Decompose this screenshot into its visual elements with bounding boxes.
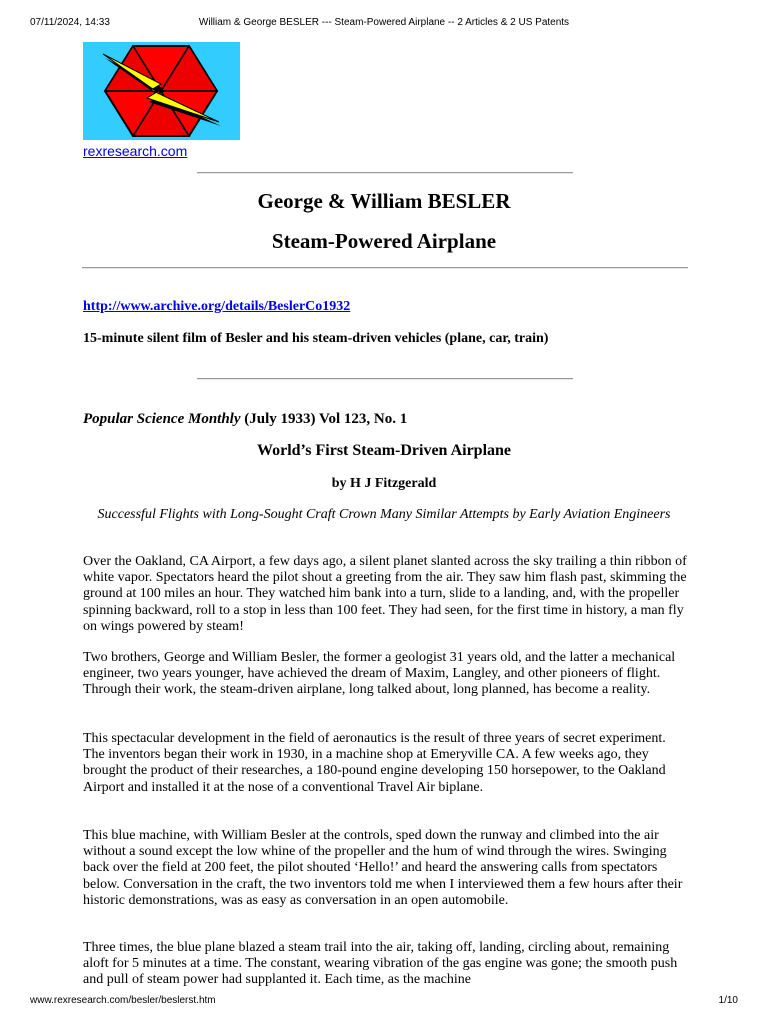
rexresearch-home-link[interactable]: rexresearch.com [83, 143, 188, 159]
film-description: 15-minute silent film of Besler and his steam-driven vehicles (plane, car, train) [83, 331, 549, 346]
divider [197, 378, 573, 380]
rexresearch-logo [83, 42, 240, 140]
archive-film-link[interactable]: http://www.archive.org/details/BeslerCo1932 [83, 299, 351, 314]
article-title: World’s First Steam-Driven Airplane [256, 442, 512, 459]
article-paragraph: Two brothers, George and William Besler, the former a geologist 31 years old, and the latter a mechanical engineer, two years younger, have achieved the dream of Maxim, Langley, and other pioneers of flight. Through their work, the steam-driven airplane, long talked about, long planned, has become a reality. [83, 650, 676, 698]
print-footer [0, 995, 768, 1009]
page-title: George & William BESLER [257, 189, 511, 213]
hexagon-bolt-icon [83, 42, 240, 140]
print-url: www.rexresearch.com/besler/beslerst.htm [30, 995, 216, 1006]
print-page-title: William & George BESLER --- Steam-Powered Airplane -- 2 Articles & 2 US Patents [198, 17, 570, 28]
article-citation [83, 411, 407, 428]
print-datetime: 07/11/2024, 14:33 [30, 17, 110, 28]
article-byline: by H J Fitzgerald [331, 476, 437, 491]
article-paragraph: Over the Oakland, CA Airport, a few days ago, a silent planet slanted across the sky trailing a thin ribbon of white vapor. Spectators heard the pilot shout a greeting from the air. They saw him flash past, skimming the ground at 100 miles an hour. They watched him bank into a turn, slide to a landing, and, with the propeller spinning backward, roll to a stop in less than 100 feet. They had seen, for the first time in history, a man fly on wings powered by steam! [83, 554, 687, 634]
article-paragraph: This blue machine, with William Besler at the controls, sped down the runway and climbed into the air without a sound except the low whine of the propeller and the hum of wind through the wires. Swinging back over the field at 200 feet, the pilot shouted ‘Hello!’ and heard the answering calls from spectators below. Conversation in the craft, the two inventors told me when I interviewed them a few hours after their historic demonstrations, was as easy as conversation in an open automobile. [83, 828, 683, 908]
publication-name: Popular Science Monthly [83, 411, 241, 427]
article-subtitle: Successful Flights with Long-Sought Craft Crown Many Similar Attempts by Early Aviation Engineers [97, 507, 671, 522]
publication-issue: (July 1933) Vol 123, No. 1 [240, 411, 408, 427]
print-header [0, 17, 768, 31]
article-paragraph: This spectacular development in the field of aeronautics is the result of three years of secret experiment. The inventors began their work in 1930, in a machine shop at Emeryville CA. A few weeks ago, they brought the product of their researches, a 180-pound engine developing 150 horsepower, to the Oakland Airport and installed it at the nose of a conventional Travel Air biplane. [83, 731, 666, 795]
divider [82, 267, 688, 269]
page-subtitle: Steam-Powered Airplane [271, 229, 497, 253]
article-paragraph: Three times, the blue plane blazed a steam trail into the air, taking off, landing, circling about, remaining aloft for 5 minutes at a time. The constant, wearing vibration of the gas engine was gone; the smooth push and pull of steam power had supplanted it. Each time, as the machine [83, 940, 678, 988]
divider [197, 172, 573, 174]
print-page-number: 1/10 [718, 995, 738, 1006]
